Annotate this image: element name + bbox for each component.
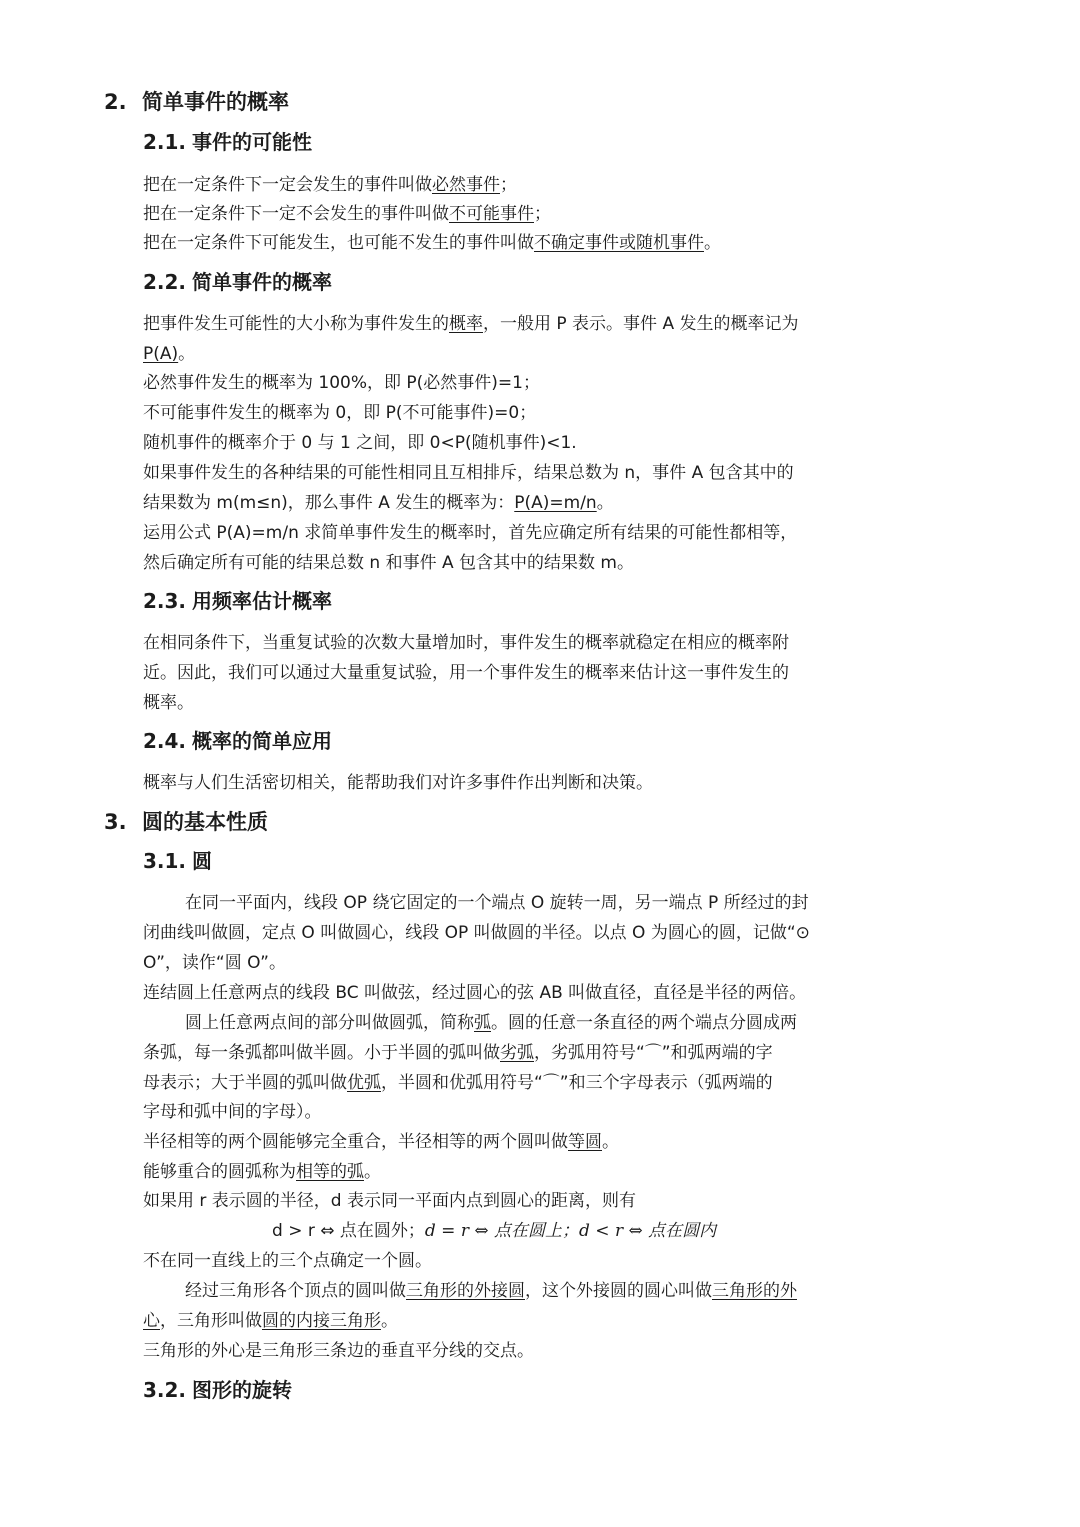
subsection-title: 用频率估计概率 bbox=[192, 589, 333, 613]
paragraph-line bbox=[143, 309, 799, 339]
underlined-term: 不确定事件或随机事件 bbox=[534, 233, 704, 253]
subsection-number: 3.1. bbox=[143, 849, 187, 873]
paragraph-line: 不在同一直线上的三个点确定一个圆。 bbox=[143, 1251, 432, 1271]
text-run: 。 bbox=[704, 233, 721, 253]
section-title: 简单事件的概率 bbox=[142, 90, 289, 114]
underlined-term: 概率 bbox=[449, 314, 483, 334]
underlined-term: 相等的弧 bbox=[296, 1162, 364, 1182]
paragraph-line bbox=[143, 1306, 398, 1336]
text-run: 半径相等的两个圆能够完全重合，半径相等的两个圆叫做 bbox=[143, 1132, 568, 1152]
text-run: ，三角形叫做 bbox=[160, 1311, 262, 1331]
text-run: ，劣弧用符号“⌒”和弧两端的字 bbox=[534, 1043, 773, 1063]
paragraph-line: 必然事件发生的概率为 100%，即 P(必然事件)=1； bbox=[143, 373, 540, 393]
underlined-formula: P(A)=m/n bbox=[514, 493, 597, 513]
underlined-term: 弧 bbox=[474, 1013, 491, 1033]
subsection-number: 3.2. bbox=[143, 1378, 187, 1402]
paragraph-line bbox=[143, 488, 614, 518]
paragraph-line: 如果用 r 表示圆的半径，d 表示同一平面内点到圆心的距离，则有 bbox=[143, 1191, 636, 1211]
paragraph-line bbox=[185, 1008, 797, 1038]
formula-outside: d > r ⇔ 点在圆外； bbox=[272, 1221, 425, 1241]
text-run: 。 bbox=[596, 493, 614, 513]
text-run: ，一般用 P 表示。事件 A 发生的概率记为 bbox=[483, 314, 799, 334]
text-run: ； bbox=[500, 175, 517, 195]
paragraph-line: 概率。 bbox=[143, 693, 194, 713]
paragraph-line bbox=[143, 1157, 381, 1187]
underlined-term: 劣弧 bbox=[500, 1043, 534, 1063]
paragraph-line bbox=[143, 199, 551, 229]
underlined-term: 等圆 bbox=[568, 1132, 602, 1152]
text-run: 能够重合的圆弧称为 bbox=[143, 1162, 296, 1182]
underlined-term: 不可能事件 bbox=[449, 204, 534, 224]
subsection-title: 图形的旋转 bbox=[192, 1378, 293, 1402]
text-run: ，这个外接圆的圆心叫做 bbox=[525, 1281, 712, 1301]
paragraph-line: 连结圆上任意两点的线段 BC 叫做弦，经过圆心的弦 AB 叫做直径，直径是半径的两倍。 bbox=[143, 983, 807, 1003]
formula-on: d = r ⇔ 点在圆上； bbox=[424, 1221, 580, 1241]
formula-inside: d < r ⇔ 点在圆内 bbox=[579, 1221, 717, 1241]
underlined-term: 三角形的外接圆 bbox=[406, 1281, 525, 1301]
section-number: 2. bbox=[104, 90, 127, 114]
text-run: 。 bbox=[178, 344, 196, 364]
subsection-title: 圆 bbox=[192, 849, 213, 873]
underlined-term: 三角形的外 bbox=[712, 1281, 797, 1301]
text-run: 圆上任意两点间的部分叫做圆弧，简称 bbox=[185, 1013, 474, 1033]
paragraph-line bbox=[143, 1038, 773, 1068]
text-run: 。 bbox=[364, 1162, 381, 1182]
paragraph-line bbox=[143, 170, 517, 200]
formula-line bbox=[272, 1216, 716, 1246]
subsection-3-2-heading bbox=[143, 1375, 292, 1405]
text-run: 结果数为 m(m≤n)，那么事件 A 发生的概率为： bbox=[143, 493, 515, 513]
text-run: 把在一定条件下一定不会发生的事件叫做 bbox=[143, 204, 449, 224]
paragraph-line bbox=[143, 1068, 773, 1098]
text-run: ； bbox=[534, 204, 551, 224]
paragraph-line bbox=[143, 339, 195, 369]
text-run: 。 bbox=[602, 1132, 619, 1152]
subsection-3-1-heading bbox=[143, 846, 212, 876]
underlined-term: 心 bbox=[143, 1311, 160, 1331]
paragraph-line: O”，读作“圆 O”。 bbox=[143, 953, 286, 973]
paragraph-line: 然后确定所有可能的结果总数 n 和事件 A 包含其中的结果数 m。 bbox=[143, 553, 634, 573]
text-run: 把在一定条件下可能发生，也可能不发生的事件叫做 bbox=[143, 233, 534, 253]
paragraph-line: 近。因此，我们可以通过大量重复试验，用一个事件发生的概率来估计这一事件发生的 bbox=[143, 663, 789, 683]
text-run: ，半圆和优弧用符号“⌒”和三个字母表示（弧两端的 bbox=[381, 1073, 773, 1093]
section-number: 3. bbox=[104, 810, 127, 834]
paragraph-line: 不可能事件发生的概率为 0，即 P(不可能事件)=0； bbox=[143, 403, 537, 423]
paragraph-line: 在同一平面内，线段 OP 绕它固定的一个端点 O 旋转一周，另一端点 P 所经过的封 bbox=[185, 893, 809, 913]
subsection-number: 2.3. bbox=[143, 589, 187, 613]
underlined-term: 必然事件 bbox=[432, 175, 500, 195]
paragraph-line: 在相同条件下，当重复试验的次数大量增加时，事件发生的概率就稳定在相应的概率附 bbox=[143, 633, 789, 653]
subsection-2-1-heading bbox=[143, 127, 312, 157]
paragraph-line: 如果事件发生的各种结果的可能性相同且互相排斥，结果总数为 n，事件 A 包含其中的 bbox=[143, 463, 794, 483]
paragraph-line bbox=[185, 1276, 797, 1306]
paragraph-line: 三角形的外心是三角形三条边的垂直平分线的交点。 bbox=[143, 1341, 534, 1361]
text-run: 母表示；大于半圆的弧叫做 bbox=[143, 1073, 347, 1093]
subsection-number: 2.2. bbox=[143, 270, 187, 294]
underlined-term: P(A) bbox=[143, 344, 179, 364]
paragraph-line: 闭曲线叫做圆，定点 O 叫做圆心，线段 OP 叫做圆的半径。以点 O 为圆心的圆，记做“⊙ bbox=[143, 923, 810, 943]
paragraph-line bbox=[143, 228, 721, 258]
underlined-term: 圆的内接三角形 bbox=[262, 1311, 381, 1331]
text-run: 经过三角形各个顶点的圆叫做 bbox=[185, 1281, 406, 1301]
section-3-heading bbox=[104, 807, 268, 837]
text-run: 条弧，每一条弧都叫做半圆。小于半圆的弧叫做 bbox=[143, 1043, 500, 1063]
paragraph-line bbox=[143, 1127, 619, 1157]
paragraph-line: 随机事件的概率介于 0 与 1 之间，即 0<P(随机事件)<1. bbox=[143, 433, 577, 453]
paragraph-line: 运用公式 P(A)=m/n 求简单事件发生的概率时，首先应确定所有结果的可能性都相等， bbox=[143, 523, 798, 543]
text-run: 。 bbox=[381, 1311, 398, 1331]
subsection-2-4-heading bbox=[143, 726, 332, 756]
text-run: 把在一定条件下一定会发生的事件叫做 bbox=[143, 175, 432, 195]
paragraph-line: 字母和弧中间的字母）。 bbox=[143, 1102, 322, 1122]
subsection-2-3-heading bbox=[143, 586, 332, 616]
text-run: 把事件发生可能性的大小称为事件发生的 bbox=[143, 314, 449, 334]
subsection-number: 2.4. bbox=[143, 729, 187, 753]
subsection-title: 事件的可能性 bbox=[192, 130, 313, 154]
section-title: 圆的基本性质 bbox=[142, 810, 268, 834]
subsection-title: 简单事件的概率 bbox=[192, 270, 333, 294]
subsection-title: 概率的简单应用 bbox=[192, 729, 333, 753]
subsection-2-2-heading bbox=[143, 267, 332, 297]
section-2-heading bbox=[104, 87, 289, 117]
underlined-term: 优弧 bbox=[347, 1073, 381, 1093]
text-run: 。圆的任意一条直径的两个端点分圆成两 bbox=[491, 1013, 797, 1033]
paragraph-line: 概率与人们生活密切相关，能帮助我们对许多事件作出判断和决策。 bbox=[143, 773, 653, 793]
subsection-number: 2.1. bbox=[143, 130, 187, 154]
